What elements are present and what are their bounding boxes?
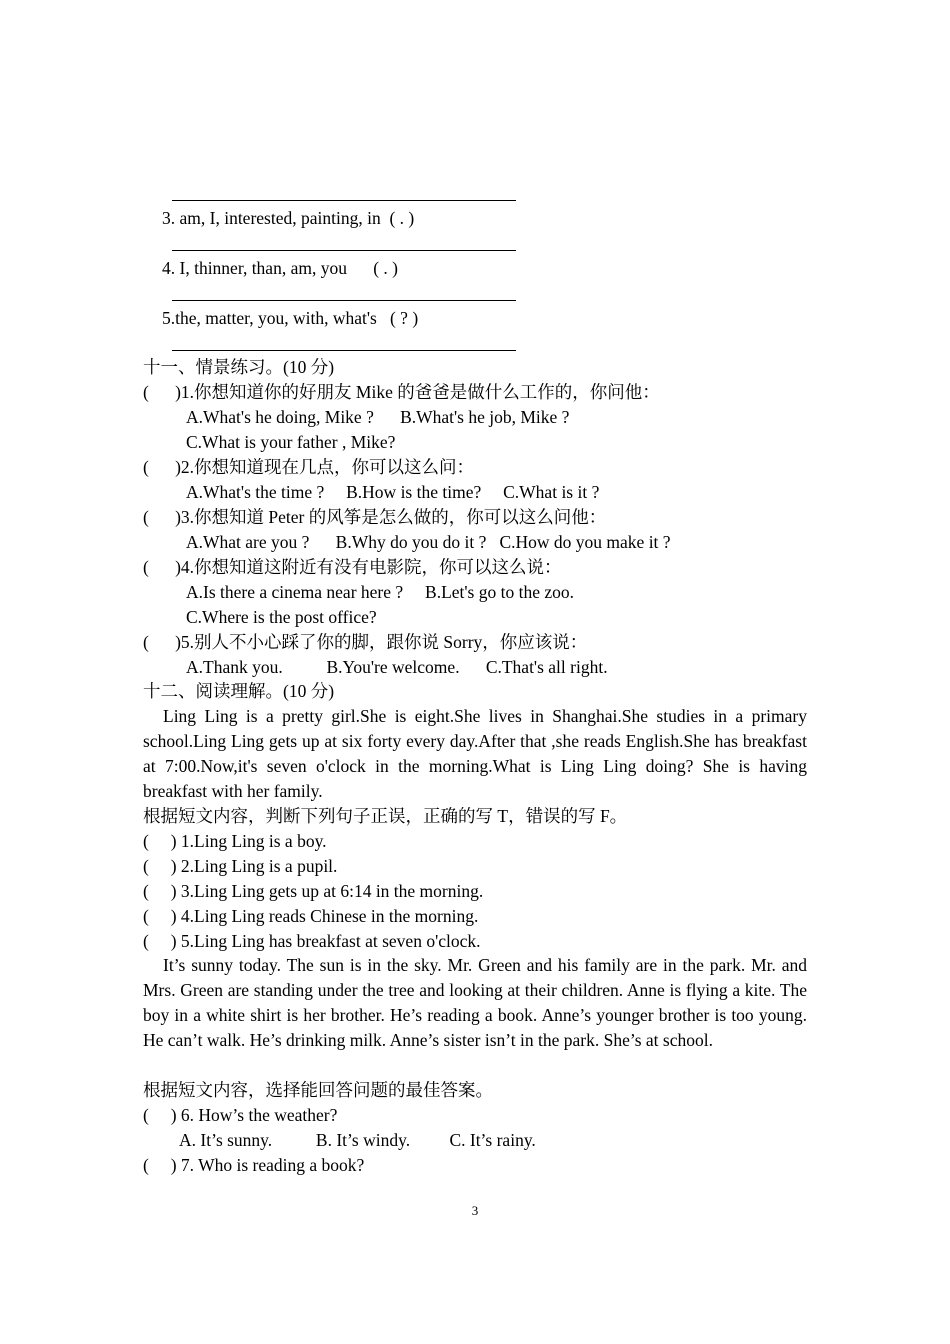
- answer-line-4[interactable]: [172, 300, 516, 301]
- reading-passage-2: It’s sunny today. The sun is in the sky. Mr. Green and his family are in the park. Mr. and Mrs. Green are standing under the tree and looking at their children. Anne is flying a kite. The boy in a white shirt is her brother. He’s reading a book. Anne’s younger brother is too young. He can’t walk. He’s drinking milk. Anne’s sister isn’t in the park. She’s at school.: [143, 955, 807, 1050]
- ordering-item-3: 3. am, I, interested, painting, in ( . ): [162, 208, 415, 228]
- ordering-item-5: 5.the, matter, you, with, what's ( ? ): [162, 308, 419, 328]
- tf-item-2: ( ) 2.Ling Ling is a pupil.: [143, 856, 338, 876]
- question-3-options: A.What are you ? B.Why do you do it ? C.How do you make it ?: [186, 532, 671, 552]
- question-5-stem: ( )5.别人不小心踩了你的脚，跟你说 Sorry，你应该说：: [143, 632, 588, 652]
- tf-item-3: ( ) 3.Ling Ling gets up at 6:14 in the morning.: [143, 881, 484, 901]
- answer-line-3[interactable]: [172, 250, 516, 251]
- question-1-options-ab: A.What's he doing, Mike ? B.What's he job, Mike ?: [186, 407, 570, 427]
- question-2-options: A.What's the time ? B.How is the time? C.What is it ?: [186, 482, 600, 502]
- question-2-stem: ( )2.你想知道现在几点，你可以这么问：: [143, 457, 475, 477]
- answer-line-5[interactable]: [172, 350, 516, 351]
- question-4-option-c: C.Where is the post office?: [186, 607, 377, 627]
- page-number: 3: [471, 1203, 479, 1218]
- question-4-stem: ( )4.你想知道这附近有没有电影院，你可以这么说：: [143, 557, 562, 577]
- instruction-true-false: 根据短文内容，判断下列句子正误，正确的写 T，错误的写 F。: [143, 806, 628, 826]
- ordering-item-4: 4. I, thinner, than, am, you ( . ): [162, 258, 398, 278]
- mc-item-6: ( ) 6. How’s the weather?: [143, 1105, 338, 1125]
- instruction-multiple-choice: 根据短文内容，选择能回答问题的最佳答案。: [143, 1080, 493, 1100]
- section-11-heading: 十一、情景练习。(10 分): [143, 357, 335, 377]
- question-1-stem: ( )1.你想知道你的好朋友 Mike 的爸爸是做什么工作的，你问他：: [143, 382, 660, 402]
- mc-item-6-options: A. It’s sunny. B. It’s windy. C. It’s rainy.: [179, 1130, 536, 1150]
- question-5-options: A.Thank you. B.You're welcome. C.That's all right.: [186, 657, 608, 677]
- tf-item-4: ( ) 4.Ling Ling reads Chinese in the morning.: [143, 906, 479, 926]
- section-12-heading: 十二、阅读理解。(10 分): [143, 681, 335, 701]
- tf-item-1: ( ) 1.Ling Ling is a boy.: [143, 831, 327, 851]
- question-4-options-ab: A.Is there a cinema near here ? B.Let's go to the zoo.: [186, 582, 574, 602]
- mc-item-7: ( ) 7. Who is reading a book?: [143, 1155, 365, 1175]
- tf-item-5: ( ) 5.Ling Ling has breakfast at seven o'clock.: [143, 931, 481, 951]
- question-3-stem: ( )3.你想知道 Peter 的风筝是怎么做的，你可以这么问他：: [143, 507, 607, 527]
- reading-passage-1: Ling Ling is a pretty girl.She is eight.She lives in Shanghai.She studies in a primary school.Ling Ling gets up at six forty every day.After that ,she reads English.She has breakfast at 7:00.Now,it's seven o'clock in the morning.What is Ling Ling doing? She is having breakfast with her family.: [143, 706, 807, 801]
- question-1-option-c: C.What is your father , Mike?: [186, 432, 396, 452]
- answer-line-2[interactable]: [172, 200, 516, 201]
